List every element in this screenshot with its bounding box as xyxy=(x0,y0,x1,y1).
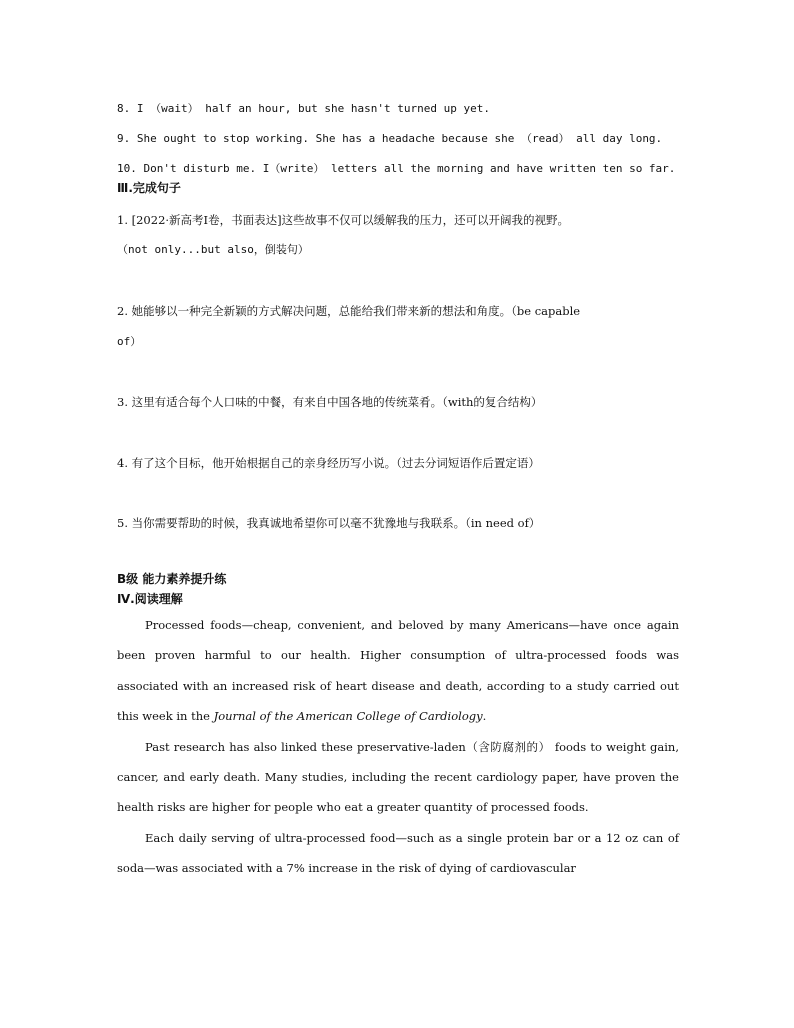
section3-title: Ⅲ.完成句子 xyxy=(117,181,181,195)
sentence-3: 3. 这里有适合每个人口味的中餐，有来自中国各地的传统菜肴。（with的复合结构） xyxy=(117,395,543,409)
sentence-1-line2: （not only...but also，倒装句） xyxy=(117,243,309,256)
question-8: 8. I （wait） half an hour, but she hasn't turned up yet. xyxy=(117,102,490,115)
paragraph-1-text: Processed foods—cheap, convenient, and beloved by many Americans—have once again been proven harmful to our health. Higher consumption of ultra-processed foods was associated with an increased risk of heart disease and death, according to a study carried out this week in the xyxy=(117,618,679,724)
passage-paragraph-3: Each daily serving of ultra-processed food—such as a single protein bar or a 12 oz can of soda—was associated with a 7% increase in the risk of dying of cardiovascular xyxy=(117,830,679,876)
sentence-4: 4. 有了这个目标，他开始根据自己的亲身经历写小说。（过去分词短语作后置定语） xyxy=(117,456,540,470)
question-10: 10. Don't disturb me. I（write） letters all the morning and have written ten so far. xyxy=(117,162,676,175)
level-b-title: B级 能力素养提升练 xyxy=(117,572,227,586)
passage-paragraph-2: Past research has also linked these preservative-laden（含防腐剂的） foods to weight gain, cancer, and early death. Many studies, including the recent cardiology paper, have proven the health risks are higher for people who eat a greater quantity of processed foods. xyxy=(117,739,679,815)
passage-paragraph-1 xyxy=(117,610,679,732)
reading-passage xyxy=(117,610,679,884)
paragraph-1-end: . xyxy=(482,709,487,724)
sentence-2-line1: 2. 她能够以一种完全新颖的方式解决问题，总能给我们带来新的想法和角度。（be capable xyxy=(117,304,581,318)
sentence-5: 5. 当你需要帮助的时候，我真诚地希望你可以毫不犹豫地与我联系。（in need of） xyxy=(117,516,541,530)
reading-title: Ⅳ.阅读理解 xyxy=(117,592,183,606)
sentence-1-line1: 1. [2022·新高考Ⅰ卷，书面表达]这些故事不仅可以缓解我的压力，还可以开阔我的视野。 xyxy=(117,213,570,227)
sentence-2-line2: of） xyxy=(117,335,142,348)
question-9: 9. She ought to stop working. She has a headache because she （read） all day long. xyxy=(117,132,663,145)
journal-title: Journal of the American College of Cardiology xyxy=(213,709,483,724)
